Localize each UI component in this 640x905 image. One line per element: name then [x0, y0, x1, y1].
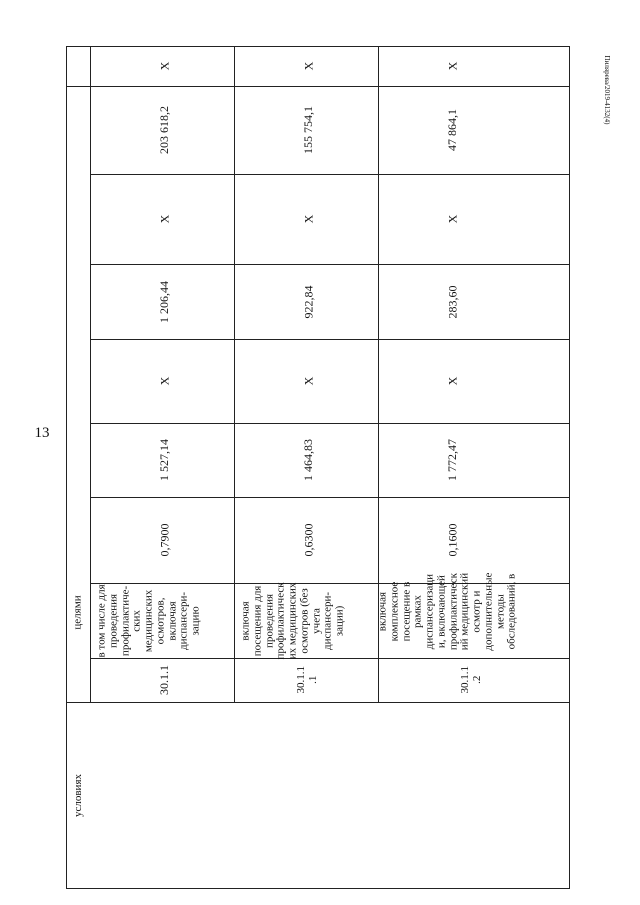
document-code: Пилярева/2019-4132(4) [603, 55, 611, 125]
row-description: включая комплексное посещение в рамках диспансеризаци и, включающей профилактическ ий медицинский осмотр и дополнительные методы обследований, в [376, 573, 518, 651]
row-cost: 1 464,83 [301, 439, 315, 481]
header-conditions: условиях [71, 773, 84, 817]
row-description: включая посещения для проведения профилактическ их медицинских осмотров (без учета диспансери- зации) [240, 581, 347, 660]
row-x1: Х [444, 376, 459, 386]
row-code: 30.1.1 .1 [295, 666, 319, 694]
row-code: 30.1.1 .2 [459, 666, 483, 694]
row-x2: Х [156, 214, 171, 224]
row-total: 203 618,2 [157, 106, 171, 154]
row-x1: Х [300, 376, 315, 386]
data-table [66, 46, 570, 889]
row-x3: Х [444, 61, 459, 71]
header-purposes: целями [71, 594, 84, 630]
row-norm: 0,7900 [157, 523, 171, 557]
row-x3: Х [156, 61, 171, 71]
row-x2: Х [300, 214, 315, 224]
row-per-capita: 1 206,44 [157, 280, 171, 323]
row-description: в том числе для проведения профилактиче- ских медицинских осмотров, включая диспансери- зацию [96, 583, 203, 658]
row-norm: 0,6300 [301, 523, 315, 557]
row-x3: Х [300, 61, 315, 71]
page-number: 13 [34, 425, 50, 441]
row-x2: Х [444, 214, 459, 224]
row-norm: 0,1600 [445, 523, 459, 557]
row-cost: 1 527,14 [157, 439, 171, 481]
row-cost: 1 772,47 [445, 439, 459, 481]
row-code: 30.1.1 [157, 665, 171, 695]
row-per-capita: 283,60 [445, 285, 459, 318]
row-total: 155 754,1 [301, 106, 315, 154]
row-total: 47 864,1 [445, 109, 459, 151]
row-x1: Х [156, 376, 171, 386]
row-per-capita: 922,84 [301, 285, 315, 318]
